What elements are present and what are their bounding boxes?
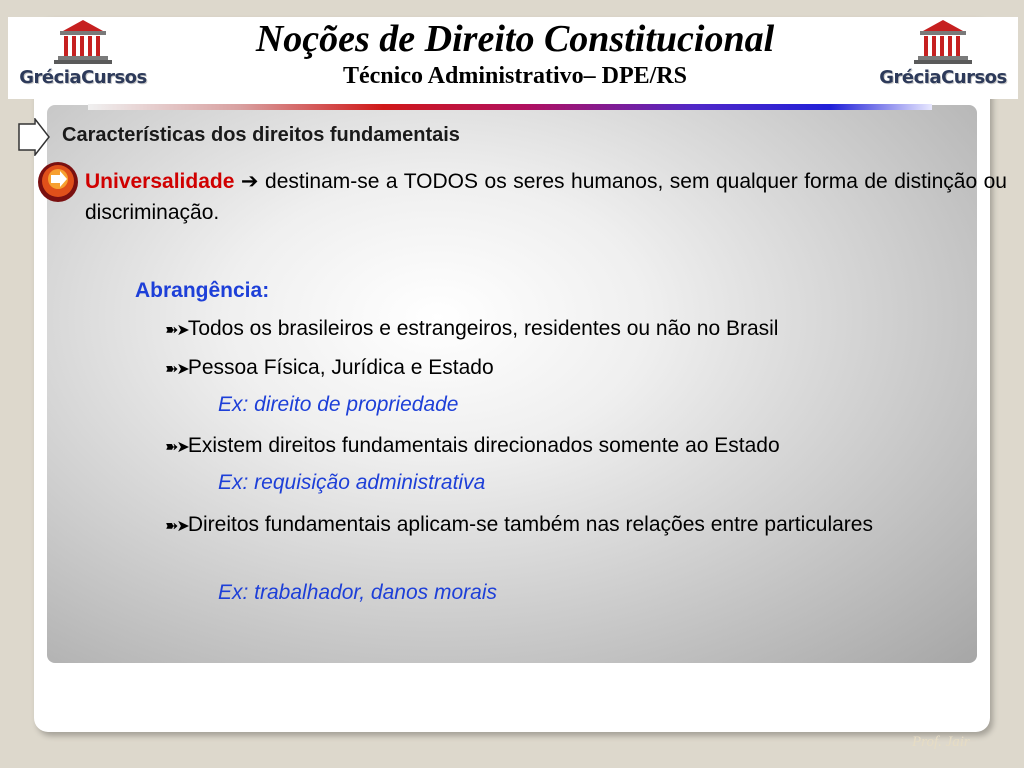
logo-left (8, 17, 158, 99)
logo-text: GréciaCursos (19, 67, 147, 88)
double-arrow-bullet-icon: ➽➤ (165, 320, 188, 339)
section-heading: Características dos direitos fundamentais (62, 124, 460, 146)
list-item (165, 431, 1007, 462)
abrangencia-heading: Abrangência: (135, 279, 270, 302)
list-item-text: Direitos fundamentais aplicam-se também nas relações entre particulares (187, 513, 873, 536)
logo-text: GréciaCursos (879, 67, 1007, 88)
list-item-text: Existem direitos fundamentais direcionados somente ao Estado (187, 434, 780, 457)
universalidade-text: destinam-se a TODOS os seres humanos, sem qualquer forma de distinção ou discriminação. (85, 170, 1007, 224)
universalidade-paragraph (85, 166, 1007, 228)
example-text: Ex: trabalhador, danos morais (218, 581, 497, 604)
orange-arrow-bullet-icon (36, 160, 80, 204)
example-text: Ex: direito de propriedade (218, 393, 459, 416)
universalidade-keyword: Universalidade (85, 170, 235, 193)
list-item (165, 353, 1007, 384)
right-arrow-icon: ➔ (240, 170, 259, 193)
double-arrow-bullet-icon: ➽➤ (165, 516, 188, 535)
list-item (165, 314, 1007, 345)
slide-title: Noções de Direito Constitucional (255, 18, 775, 60)
logo-right (868, 17, 1018, 99)
list-item (165, 510, 1007, 541)
example-text: Ex: requisição administrativa (218, 471, 486, 494)
list-item-text: Pessoa Física, Jurídica e Estado (187, 356, 494, 379)
slide-subtitle: Técnico Administrativo– DPE/RS (342, 63, 687, 89)
gradient-divider (88, 104, 932, 110)
double-arrow-bullet-icon: ➽➤ (165, 359, 188, 378)
list-item-text: Todos os brasileiros e estrangeiros, residentes ou não no Brasil (187, 317, 779, 340)
author-footer: Prof. Jair (912, 734, 970, 750)
double-arrow-bullet-icon: ➽➤ (165, 437, 188, 456)
outline-arrow-icon (17, 118, 51, 156)
